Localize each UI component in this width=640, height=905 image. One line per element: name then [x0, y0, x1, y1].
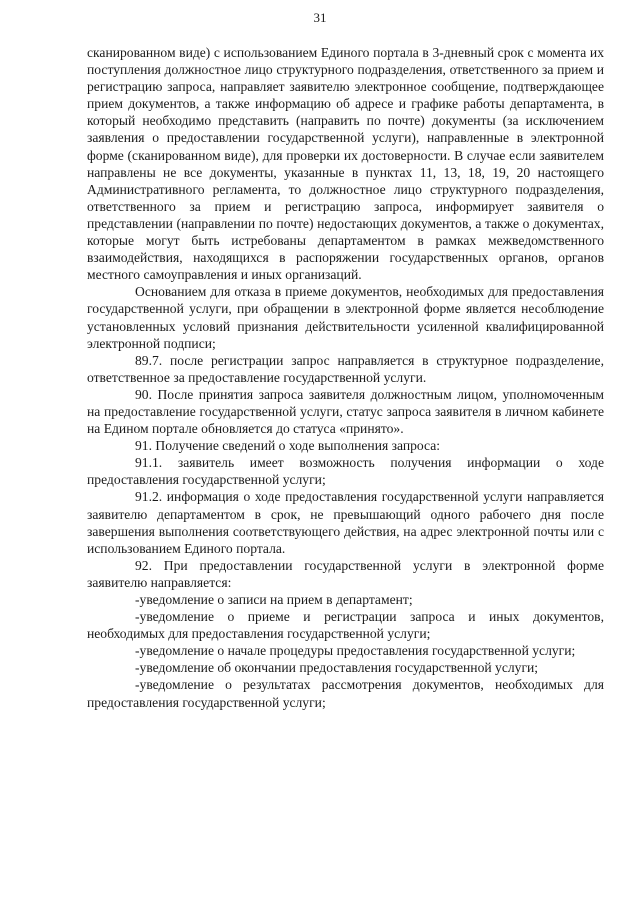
- list-item-notification: -уведомление о записи на прием в департамент;: [135, 592, 413, 607]
- paragraph-refusal-grounds: Основанием для отказа в приеме документов, необходимых для предоставления государственной услуги, при обращении в электронной форме является несоблюдение установленных условий признания действительности усиленной квалифицированной электронной подписи;: [87, 284, 604, 351]
- paragraph-89-7: 89.7. после регистрации запрос направляется в структурное подразделение, ответственное за предоставление государственной услуги.: [87, 352, 604, 385]
- paragraph-92: 92. При предоставлении государственной услуги в электронной форме заявителю направляется:: [87, 557, 604, 590]
- paragraph-91-2: 91.2. информация о ходе предоставления государственной услуги направляется заявителю департаментом в срок, не превышающий одного рабочего дня после завершения выполнения соответствующего действия, на адрес электронной почты или с использованием Единого портала.: [87, 489, 604, 556]
- list-item-notification: -уведомление об окончании предоставления государственной услуги;: [135, 660, 539, 676]
- paragraph-91: 91. Получение сведений о ходе выполнения запроса:: [135, 438, 441, 454]
- list-item-notification: -уведомление о результатах рассмотрения документов, необходимых для предоставления государственной услуги;: [87, 677, 604, 710]
- paragraph-continuation: сканированном виде) с использованием Единого портала в 3-дневный срок с момента их поступления должностное лицо структурного подразделения, ответственного за прием и регистрацию запроса, направляет заявителю электронное сообщение, подтверждающее прием документов, а также информацию об адресе и графике работы департамента, в который необходимо представить (направить по почте) документы (за исключением заявления о предоставлении государственной услуги), направленные в электронной форме (сканированном виде), для проверки их достоверности. В случае если заявителем направлены не все документы, указанные в пунктах 11, 13, 18, 19, 20 настоящего Административного регламента, то должностное лицо структурного подразделения, ответственного за прием и регистрацию запроса, информирует заявителя о представлении (направлении по почте) недостающих документов, а также о документах, которые могут быть истребованы департаментом в рамках межведомственного взаимодействия, находящихся в распоряжении государственных органов, органов местного самоуправления и иных организаций.: [87, 45, 604, 283]
- paragraph-91-1: 91.1. заявитель имеет возможность получения информации о ходе предоставления государственной услуги;: [87, 455, 604, 488]
- document-body: [87, 44, 604, 711]
- page-number: 31: [313, 10, 327, 25]
- list-item-notification: -уведомление о начале процедуры предоставления государственной услуги;: [135, 643, 576, 659]
- list-item-notification: -уведомление о приеме и регистрации запроса и иных документов, необходимых для предоставления государственной услуги;: [87, 609, 604, 642]
- paragraph-90: 90. После принятия запроса заявителя должностным лицом, уполномоченным на предоставление государственной услуги, статус запроса заявителя в личном кабинете на Едином портале обновляется до статуса «принято».: [87, 386, 604, 437]
